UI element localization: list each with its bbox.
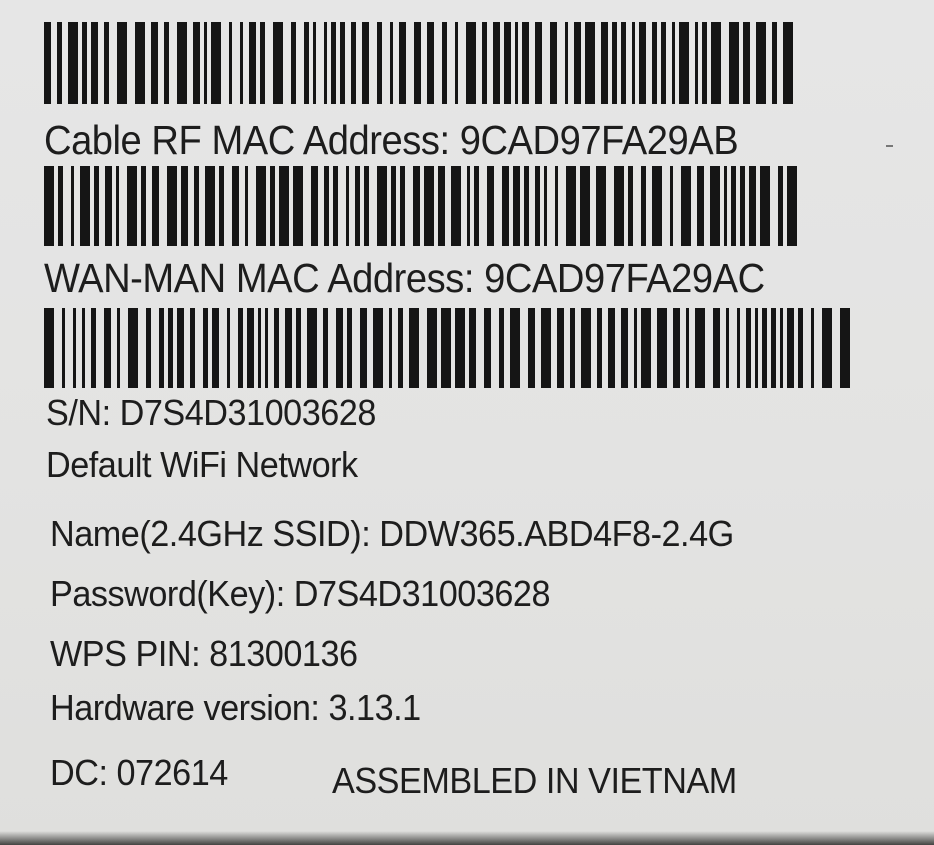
barcode-bar xyxy=(729,22,739,104)
barcode-bar xyxy=(211,22,221,104)
barcode-bar xyxy=(307,308,317,388)
barcode-bar xyxy=(731,166,736,246)
ssid-label: Name(2.4GHz SSID): xyxy=(50,513,371,554)
barcode-bar xyxy=(555,166,558,246)
barcode-bar xyxy=(487,166,494,246)
barcode-bar xyxy=(740,166,745,246)
barcode-bar xyxy=(499,308,504,388)
barcode-bar xyxy=(68,22,78,104)
barcode-bar xyxy=(515,22,518,104)
barcode-bar xyxy=(608,308,615,388)
barcode-bar xyxy=(141,166,146,246)
barcode-bar xyxy=(229,22,232,104)
barcode-bar xyxy=(597,308,602,388)
barcode-bar xyxy=(409,308,419,388)
barcode-bar xyxy=(127,166,137,246)
wps-pin-label: WPS PIN: xyxy=(50,633,201,674)
barcode-bar xyxy=(743,22,750,104)
serial-label: S/N: xyxy=(46,392,111,433)
barcode-bar xyxy=(762,308,767,388)
barcode-bar xyxy=(641,308,651,388)
barcode-bar xyxy=(413,166,420,246)
barcode-bar xyxy=(94,166,99,246)
barcode-bar xyxy=(695,22,698,104)
barcode-bar xyxy=(822,308,832,388)
barcode-bar xyxy=(296,308,301,388)
barcode-bar xyxy=(104,22,109,104)
barcode-bar xyxy=(713,308,720,388)
barcode-bar xyxy=(82,308,85,388)
barcode-bar xyxy=(441,308,451,388)
barcode-wan-man-mac xyxy=(44,166,800,246)
barcode-bar xyxy=(227,308,230,388)
barcode-bar xyxy=(82,22,87,104)
barcode-bar xyxy=(362,22,369,104)
barcode-bar xyxy=(455,22,458,104)
barcode-bar xyxy=(550,22,557,104)
barcode-bar xyxy=(657,308,667,388)
hardware-version-line xyxy=(50,687,421,728)
barcode-bar xyxy=(746,308,751,388)
barcode-bar xyxy=(73,308,76,388)
barcode-bar xyxy=(238,308,243,388)
barcode-bar xyxy=(628,166,633,246)
barcode-bar xyxy=(614,166,624,246)
barcode-bar xyxy=(260,22,265,104)
barcode-bar xyxy=(398,308,403,388)
barcode-bar xyxy=(442,22,447,104)
barcode-bar xyxy=(274,308,279,388)
dc-value: 072614 xyxy=(116,752,228,793)
barcode-bar xyxy=(167,166,177,246)
barcode-bar xyxy=(104,308,111,388)
label-bottom-edge xyxy=(0,831,934,845)
barcode-bar xyxy=(181,166,188,246)
barcode-bar xyxy=(91,308,96,388)
barcode-bar xyxy=(400,166,405,246)
barcode-bar xyxy=(377,22,382,104)
barcode-bar xyxy=(324,22,327,104)
wps-pin-line xyxy=(50,633,358,674)
hardware-version-value: 3.13.1 xyxy=(328,687,421,728)
password-label: Password(Key): xyxy=(50,573,285,614)
barcode-bar xyxy=(574,22,581,104)
barcode-bar xyxy=(373,308,383,388)
wan-man-mac-value: 9CAD97FA29AC xyxy=(484,255,765,301)
barcode-bar xyxy=(44,166,54,246)
barcode-bar xyxy=(364,166,369,246)
barcode-bar xyxy=(581,308,591,388)
password-line xyxy=(50,573,551,614)
barcode-bar xyxy=(340,22,345,104)
barcode-bar xyxy=(203,308,208,388)
barcode-bar xyxy=(204,22,207,104)
barcode-bar xyxy=(760,166,770,246)
barcode-bar xyxy=(686,308,689,388)
barcode-bar xyxy=(570,308,575,388)
barcode-bar xyxy=(672,22,675,104)
barcode-bar xyxy=(697,166,704,246)
barcode-bar xyxy=(152,166,159,246)
barcode-bar xyxy=(391,166,396,246)
barcode-bar xyxy=(399,22,406,104)
barcode-bar xyxy=(258,308,261,388)
barcode-bar xyxy=(749,166,756,246)
label-mark xyxy=(886,145,893,147)
barcode-bar xyxy=(117,22,127,104)
barcode-cable-rf-mac xyxy=(44,22,800,104)
barcode-bar xyxy=(652,22,657,104)
ssid-value: DDW365.ABD4F8-2.4G xyxy=(379,513,734,554)
barcode-bar xyxy=(311,166,318,246)
barcode-bar xyxy=(333,166,338,246)
barcode-bar xyxy=(482,22,487,104)
barcode-bar xyxy=(323,308,328,388)
barcode-bar xyxy=(756,22,766,104)
barcode-bar xyxy=(346,166,349,246)
barcode-bar xyxy=(273,22,283,104)
barcode-bar xyxy=(313,22,316,104)
barcode-bar xyxy=(621,22,626,104)
barcode-bar xyxy=(240,22,243,104)
barcode-bar xyxy=(164,22,169,104)
barcode-bar xyxy=(679,22,689,104)
barcode-bar xyxy=(710,166,720,246)
barcode-bar xyxy=(168,308,173,388)
barcode-bar xyxy=(724,166,727,246)
barcode-bar xyxy=(91,22,98,104)
barcode-bar xyxy=(601,22,608,104)
barcode-bar xyxy=(771,308,776,388)
barcode-bar xyxy=(726,308,729,388)
dc-label: DC: xyxy=(50,752,108,793)
barcode-bar xyxy=(541,308,551,388)
ssid-line xyxy=(50,513,734,554)
barcode-bar xyxy=(711,22,721,104)
barcode-bar xyxy=(702,22,707,104)
barcode-bar xyxy=(389,308,392,388)
barcode-bar xyxy=(377,166,387,246)
barcode-bar xyxy=(190,308,195,388)
barcode-bar xyxy=(772,22,777,104)
barcode-bar xyxy=(484,308,491,388)
wifi-heading: Default WiFi Network xyxy=(46,444,358,485)
barcode-bar xyxy=(232,166,239,246)
barcode-bar xyxy=(673,308,680,388)
barcode-bar xyxy=(285,308,292,388)
password-value: D7S4D31003628 xyxy=(293,573,551,614)
barcode-bar xyxy=(681,166,691,246)
barcode-bar xyxy=(245,166,248,246)
barcode-bar xyxy=(336,308,343,388)
wan-man-mac-label: WAN-MAN MAC Address: xyxy=(44,255,474,301)
barcode-bar xyxy=(466,22,476,104)
barcode-bar xyxy=(787,166,797,246)
barcode-bar xyxy=(427,308,437,388)
barcode-bar xyxy=(634,308,637,388)
barcode-bar xyxy=(565,22,568,104)
cable-rf-mac-line xyxy=(44,117,739,163)
barcode-bar xyxy=(528,308,535,388)
barcode-bar xyxy=(438,166,445,246)
barcode-bar xyxy=(811,308,814,388)
serial-line xyxy=(46,392,376,433)
barcode-bar xyxy=(270,166,275,246)
cable-rf-mac-label: Cable RF MAC Address: xyxy=(44,117,450,163)
barcode-bar xyxy=(256,166,266,246)
barcode-bar xyxy=(351,22,356,104)
barcode-bar xyxy=(194,166,199,246)
barcode-bar xyxy=(249,22,256,104)
barcode-bar xyxy=(474,166,479,246)
barcode-bar xyxy=(80,166,90,246)
barcode-bar xyxy=(787,308,794,388)
barcode-bar xyxy=(151,22,158,104)
barcode-bar xyxy=(44,22,51,104)
barcode-bar xyxy=(621,308,628,388)
barcode-bar xyxy=(535,166,540,246)
barcode-bar xyxy=(212,308,219,388)
barcode-bar xyxy=(360,308,367,388)
barcode-bar xyxy=(798,308,803,388)
wps-pin-value: 81300136 xyxy=(209,633,358,674)
barcode-bar xyxy=(504,22,511,104)
barcode-bar xyxy=(670,166,673,246)
barcode-bar xyxy=(641,166,646,246)
barcode-serial xyxy=(44,308,850,388)
serial-value: D7S4D31003628 xyxy=(119,392,376,433)
barcode-bar xyxy=(840,308,850,388)
barcode-bar xyxy=(780,308,783,388)
barcode-bar xyxy=(355,166,360,246)
barcode-bar xyxy=(390,22,393,104)
barcode-bar xyxy=(661,22,666,104)
barcode-bar xyxy=(535,22,542,104)
barcode-bar xyxy=(135,22,145,104)
barcode-bar xyxy=(62,308,65,388)
barcode-bar xyxy=(44,308,54,388)
barcode-bar xyxy=(755,308,758,388)
barcode-bar xyxy=(324,166,329,246)
dc-line xyxy=(50,752,228,793)
hardware-version-label: Hardware version: xyxy=(50,687,320,728)
barcode-bar xyxy=(58,166,63,246)
barcode-bar xyxy=(424,166,434,246)
barcode-bar xyxy=(146,308,151,388)
barcode-bar xyxy=(695,308,705,388)
barcode-bar xyxy=(632,22,635,104)
barcode-bar xyxy=(580,166,590,246)
barcode-bar xyxy=(783,22,793,104)
barcode-bar xyxy=(522,22,529,104)
barcode-bar xyxy=(293,166,303,246)
barcode-bar xyxy=(128,308,138,388)
barcode-bar xyxy=(331,22,336,104)
barcode-bar xyxy=(427,22,434,104)
barcode-bar xyxy=(57,22,62,104)
barcode-bar xyxy=(493,22,500,104)
barcode-bar xyxy=(265,308,268,388)
barcode-bar xyxy=(502,166,509,246)
barcode-bar xyxy=(105,166,112,246)
barcode-bar xyxy=(524,166,529,246)
barcode-bar xyxy=(612,22,617,104)
barcode-bar xyxy=(347,308,352,388)
barcode-bar xyxy=(778,166,783,246)
barcode-bar xyxy=(639,22,646,104)
barcode-bar xyxy=(469,308,476,388)
barcode-bar xyxy=(513,166,520,246)
barcode-bar xyxy=(585,22,595,104)
barcode-bar xyxy=(467,166,470,246)
barcode-bar xyxy=(116,166,119,246)
barcode-bar xyxy=(544,166,547,246)
barcode-bar xyxy=(566,166,576,246)
barcode-bar xyxy=(652,166,662,246)
barcode-bar xyxy=(451,166,461,246)
barcode-bar xyxy=(177,308,184,388)
barcode-bar xyxy=(279,166,289,246)
wan-man-mac-line xyxy=(44,255,765,301)
cable-rf-mac-value: 9CAD97FA29AB xyxy=(459,117,739,163)
barcode-bar xyxy=(177,22,187,104)
barcode-bar xyxy=(414,22,421,104)
barcode-bar xyxy=(455,308,465,388)
barcode-bar xyxy=(510,308,520,388)
barcode-bar xyxy=(71,166,74,246)
barcode-bar xyxy=(291,22,296,104)
barcode-bar xyxy=(117,308,120,388)
barcode-bar xyxy=(737,308,740,388)
barcode-bar xyxy=(219,166,224,246)
barcode-bar xyxy=(557,308,564,388)
origin-text: ASSEMBLED IN VIETNAM xyxy=(332,760,737,801)
barcode-bar xyxy=(193,22,200,104)
barcode-bar xyxy=(304,22,309,104)
barcode-bar xyxy=(247,308,254,388)
barcode-bar xyxy=(205,166,215,246)
barcode-bar xyxy=(596,166,606,246)
barcode-bar xyxy=(159,308,164,388)
